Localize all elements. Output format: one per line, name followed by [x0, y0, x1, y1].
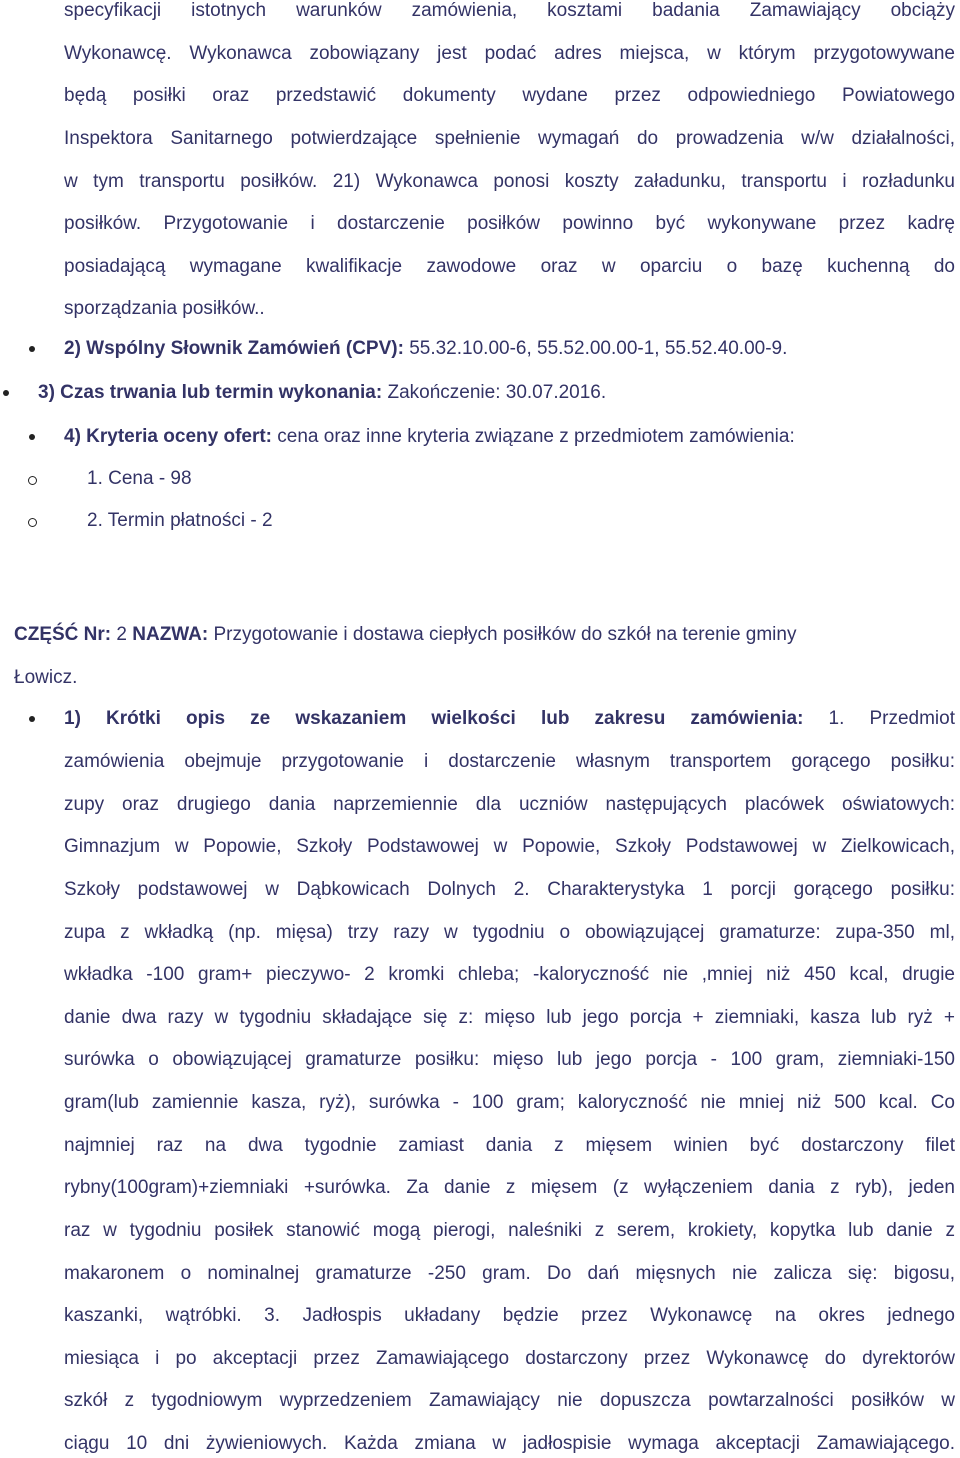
part-number: 2 — [111, 624, 133, 645]
part-name-label: NAZWA: — [132, 624, 209, 645]
paragraph-line: szkół z tygodniowym wyprzedzeniem Zamawiający nie dopuszcza powtarzalności posiłków w — [64, 1390, 955, 1411]
circle-bullet-icon — [28, 518, 37, 527]
paragraph-line: Gimnazjum w Popowie, Szkoły Podstawowej w Popowie, Szkoły Podstawowej w Zielkowicach, — [64, 836, 955, 857]
paragraph-line: surówka o obowiązującej gramaturze posiłku: mięso lub jego porcja - 100 gram, ziemniaki-150 — [64, 1049, 955, 1070]
criteria-item: 1. Cena - 98 — [87, 468, 192, 489]
cpv-value: 55.32.10.00-6, 55.52.00.00-1, 55.52.40.00-9. — [403, 338, 788, 359]
cpv-line — [64, 338, 787, 360]
paragraph-line: będą posiłki oraz przedstawić dokumenty wydane przez odpowiedniego Powiatowego — [64, 85, 955, 106]
paragraph-line: ciągu 10 dni żywieniowych. Każda zmiana w jadłospisie wymaga akceptacji Zamawiającego. — [64, 1433, 955, 1454]
part-number-label: CZĘŚĆ Nr: — [14, 624, 112, 645]
bullet-icon — [3, 390, 9, 396]
part-heading — [14, 624, 796, 646]
part-name: Przygotowanie i dostawa ciepłych posiłków do szkół na terenie gminy — [208, 624, 797, 645]
paragraph-line: rybny(100gram)+ziemniaki +surówka. Za danie z mięsem (z wyłączeniem dania z ryb), jeden — [64, 1177, 955, 1198]
term-label: 3) Czas trwania lub termin wykonania: — [38, 382, 383, 403]
paragraph-line: zupy oraz drugiego dania naprzemiennie dla uczniów następujących placówek oświatowych: — [64, 794, 955, 815]
circle-bullet-icon — [28, 476, 37, 485]
criteria-value: cena oraz inne kryteria związane z przedmiotem zamówienia: — [272, 426, 795, 447]
bullet-icon — [29, 716, 35, 722]
paragraph-line: sporządzania posiłków.. — [64, 298, 265, 319]
paragraph-line: posiłków. Przygotowanie i dostarczenie posiłków powinno być wykonywane przez kadrę — [64, 213, 955, 234]
bullet-icon — [29, 434, 35, 440]
paragraph-line: miesiąca i po akceptacji przez Zamawiającego dostarczony przez Wykonawcę do dyrektorów — [64, 1348, 955, 1369]
paragraph-line: zamówienia obejmuje przygotowanie i dostarczenie własnym transportem gorącego posiłku: — [64, 751, 955, 772]
description-label: 1) Krótki opis ze wskazaniem wielkości lub zakresu zamówienia: — [64, 708, 804, 729]
description-start: 1. Przedmiot — [803, 708, 955, 729]
paragraph-line: gram(lub zamiennie kasza, ryż), surówka - 100 gram; kaloryczność nie mniej niż 500 kcal. Co — [64, 1092, 955, 1113]
paragraph-line: Wykonawcę. Wykonawca zobowiązany jest podać adres miejsca, w którym przygotowywane — [64, 43, 955, 64]
paragraph-line: zupa z wkładką (np. mięsa) trzy razy w tygodniu o obowiązującej gramaturze: zupa-350 ml, — [64, 922, 955, 943]
paragraph-line: kaszanki, wątróbki. 3. Jadłospis układany będzie przez Wykonawcę na okres jednego — [64, 1305, 955, 1326]
paragraph-line: posiadającą wymagane kwalifikacje zawodowe oraz w oparciu o bazę kuchenną do — [64, 256, 955, 277]
paragraph-line: w tym transportu posiłków. 21) Wykonawca ponosi koszty załadunku, transportu i rozładunku — [64, 171, 955, 192]
paragraph-line: wkładka -100 gram+ pieczywo- 2 kromki chleba; -kaloryczność nie ,mniej niż 450 kcal, drugie — [64, 964, 955, 985]
paragraph-line: Inspektora Sanitarnego potwierdzające spełnienie wymagań do prowadzenia w/w działalności, — [64, 128, 955, 149]
paragraph-line: najmniej raz na dwa tygodnie zamiast dania z mięsem winien być dostarczony filet — [64, 1135, 955, 1156]
bullet-icon — [29, 346, 35, 352]
term-line — [38, 382, 606, 404]
part-name-continued: Łowicz. — [14, 667, 78, 688]
term-value: Zakończenie: 30.07.2016. — [382, 382, 607, 403]
criteria-line — [64, 426, 795, 448]
paragraph-line: raz w tygodniu posiłek stanowić mogą pierogi, naleśniki z serem, krokiety, kopytka lub danie z — [64, 1220, 955, 1241]
paragraph-line: specyfikacji istotnych warunków zamówienia, kosztami badania Zamawiający obciąży — [64, 0, 955, 21]
criteria-label: 4) Kryteria oceny ofert: — [64, 426, 273, 447]
paragraph-line: makaronem o nominalnej gramaturze -250 gram. Do dań mięsnych nie zalicza się: bigosu, — [64, 1263, 955, 1284]
description-first-line — [64, 708, 955, 730]
criteria-item: 2. Termin płatności - 2 — [87, 510, 273, 531]
cpv-label: 2) Wspólny Słownik Zamówień (CPV): — [64, 338, 404, 359]
paragraph-line: Szkoły podstawowej w Dąbkowicach Dolnych 2. Charakterystyka 1 porcji gorącego posiłku: — [64, 879, 955, 900]
paragraph-line: danie dwa razy w tygodniu składające się z: mięso lub jego porcja + ziemniaki, kasza lub ryż + — [64, 1007, 955, 1028]
